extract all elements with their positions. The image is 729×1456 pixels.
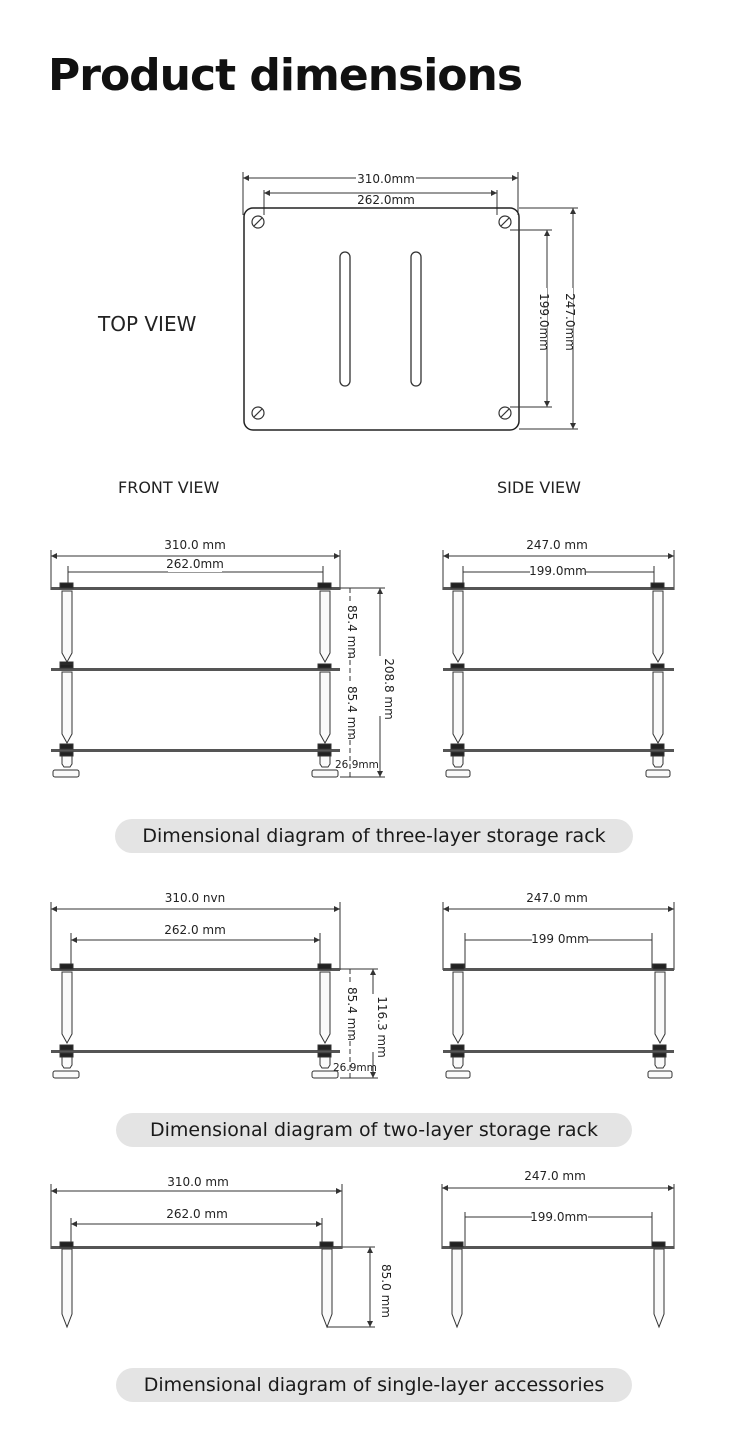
top-width-holes-label: 262.0mm <box>357 193 415 207</box>
two-front-width-holes-label: 262.0 mm <box>164 923 226 937</box>
three-tier-gap-1-label: 85.4 mm <box>345 605 359 659</box>
two-tier-gap-label: 85.4 mm <box>345 987 359 1041</box>
two-total-height-label: 116.3 mm <box>375 996 389 1058</box>
three-front-width-outer-label: 310.0 mm <box>164 538 226 552</box>
top-depth-outer-label: 247.0mm <box>563 293 577 351</box>
two-layer-caption: Dimensional diagram of two-layer storage rack <box>116 1113 632 1147</box>
shelf <box>442 1246 674 1249</box>
single-front-width-holes-label: 262.0 mm <box>166 1207 228 1221</box>
three-foot-height-label: 26.9mm <box>335 759 379 771</box>
three-tier-gap-2-label: 85.4 mm <box>345 686 359 740</box>
two-side-width-holes-label: 199 0mm <box>531 932 589 946</box>
top-width-outer-label: 310.0mm <box>357 172 415 186</box>
single-layer-caption: Dimensional diagram of single-layer accessories <box>116 1368 632 1402</box>
page-title: Product dimensions <box>48 50 523 101</box>
side-view-label: SIDE VIEW <box>497 478 581 497</box>
two-front-width-outer-label: 310.0 nvn <box>164 891 226 905</box>
two-side-width-outer-label: 247.0 mm <box>526 891 588 905</box>
top-view-label: TOP VIEW <box>98 312 197 336</box>
three-side-width-outer-label: 247.0 mm <box>526 538 588 552</box>
three-layer-caption: Dimensional diagram of three-layer storage rack <box>115 819 633 853</box>
single-front-width-outer-label: 310.0 mm <box>167 1175 229 1189</box>
single-side-width-outer-label: 247.0 mm <box>524 1169 586 1183</box>
single-side-width-holes-label: 199.0mm <box>530 1210 588 1224</box>
front-view-label: FRONT VIEW <box>118 478 220 497</box>
single-leg-height-label: 85.0 mm <box>379 1264 393 1318</box>
top-depth-holes-label: 199.0mm <box>537 293 551 351</box>
three-front-width-holes-label: 262.0mm <box>166 557 224 571</box>
three-total-height-label: 208.8 mm <box>382 658 396 720</box>
two-foot-height-label: 26.9mm <box>333 1062 377 1074</box>
three-side-width-holes-label: 199.0mm <box>529 564 587 578</box>
